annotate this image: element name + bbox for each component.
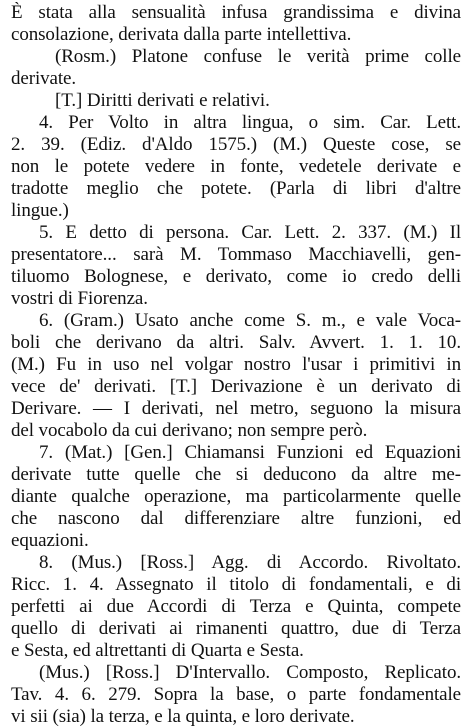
text-line: (Rosm.) Platone confuse le verità prime colle bbox=[55, 46, 461, 67]
text-line: (Mus.) [Ross.] D'Intervallo. Composto, Replicato. bbox=[39, 662, 461, 683]
text-line: e Sesta, ed altrettanti di Quarta e Sesta. bbox=[11, 640, 304, 661]
text-line: presentatore... sarà M. Tommaso Macchiavelli, gen- bbox=[11, 244, 461, 265]
text-line: 7. (Mat.) [Gen.] Chiamansi Funzioni ed Equazioni bbox=[39, 442, 461, 463]
text-line: vi sii (sia) la terza, e la quinta, e loro derivate. bbox=[11, 706, 355, 727]
text-line: 4. Per Volto in altra lingua, o sim. Car. Lett. bbox=[39, 112, 461, 133]
text-line: 8. (Mus.) [Ross.] Agg. di Accordo. Rivoltato. bbox=[39, 552, 461, 573]
text-line: lingue.) bbox=[11, 200, 69, 221]
text-line: 6. (Gram.) Usato anche come S. m., e vale Voca- bbox=[39, 310, 461, 331]
text-line: non le potete vedere in fonte, vedetele derivate e bbox=[11, 156, 461, 177]
text-line: boli che derivano da altri. Salv. Avvert. 1. 1. 10. bbox=[11, 332, 461, 353]
text-line: diante qualche operazione, ma particolarmente quelle bbox=[11, 486, 461, 507]
text-line: del vocabolo da cui derivano; non sempre però. bbox=[11, 420, 368, 441]
text-line: 2. 39. (Ediz. d'Aldo 1575.) (M.) Queste cose, se bbox=[11, 134, 461, 155]
text-line: Ricc. 1. 4. Assegnato il titolo di fondamentali, e di bbox=[11, 574, 461, 595]
text-line: 5. E detto di persona. Car. Lett. 2. 337. (M.) Il bbox=[39, 222, 461, 243]
text-line: che nascono dal differenziare altre funzioni, ed bbox=[11, 508, 461, 529]
text-line: consolazione, derivata dalla parte intellettiva. bbox=[11, 24, 352, 45]
text-line: tradotte meglio che potete. (Parla di libri d'altre bbox=[11, 178, 461, 199]
text-line: derivate tutte quelle che si deducono da altre me- bbox=[11, 464, 461, 485]
text-line: equazioni. bbox=[11, 530, 89, 551]
text-line: vece de' derivati. [T.] Derivazione è un derivato di bbox=[11, 376, 461, 397]
text-line: vostri di Fiorenza. bbox=[11, 288, 148, 309]
text-line: Derivare. — I derivati, nel metro, seguono la misura bbox=[11, 398, 461, 419]
text-line: [T.] Diritti derivati e relativi. bbox=[55, 90, 270, 111]
text-line: tiluomo Bolognese, e derivato, come io credo delli bbox=[11, 266, 461, 287]
text-line: quello di derivati ai rimanenti quattro, due di Terza bbox=[11, 618, 461, 639]
text-line: È stata alla sensualità infusa grandissima e divina bbox=[11, 2, 461, 23]
text-line: Tav. 4. 6. 279. Sopra la base, o parte fondamentale bbox=[11, 684, 461, 705]
text-line: (M.) Fu in uso nel volgar nostro l'usar i primitivi in bbox=[11, 354, 461, 375]
text-line: derivate. bbox=[11, 68, 77, 89]
text-line: perfetti ai due Accordi di Terza e Quinta, compete bbox=[11, 596, 461, 617]
